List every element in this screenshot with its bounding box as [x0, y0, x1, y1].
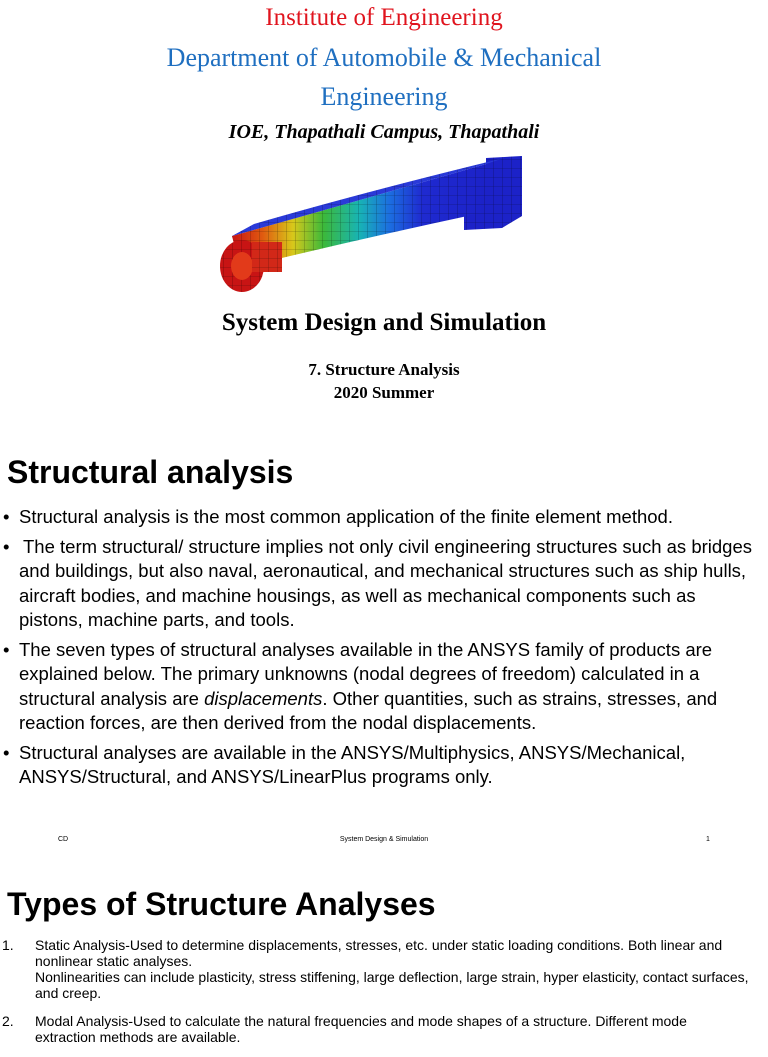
chapter-title: 7. Structure Analysis	[308, 360, 460, 379]
item-text: Static Analysis-Used to determine displacements, stresses, etc. under static loading conditions. Both linear and nonlinear static analyses.	[35, 937, 723, 969]
list-item	[0, 1013, 750, 1045]
item-subtext: Nonlinearities can include plasticity, stress stiffening, large deflection, large strain, hyper elasticity, contact surfaces, and creep.	[35, 969, 749, 1001]
bullet-icon: •	[3, 506, 10, 527]
slide-heading: Types of Structure Analyses	[7, 886, 436, 922]
item-text: Modal Analysis-Used to calculate the natural frequencies and mode shapes of a structure. Different mode extraction methods are available.	[35, 1013, 687, 1045]
list-item	[0, 937, 750, 1001]
numbered-list	[0, 937, 768, 1057]
fea-beam-illustration	[214, 150, 526, 300]
campus-name: IOE, Thapathali Campus, Thapathali	[228, 121, 540, 143]
bullet-icon: •	[3, 638, 10, 660]
bullet-text-part2: . Other quantities, such as strains, stresses, and reaction forces, are then derived from the nodal displacements.	[19, 687, 718, 733]
department-title-line2: Engineering	[320, 82, 448, 111]
slide-heading: Structural analysis	[7, 454, 294, 490]
list-item	[0, 741, 759, 790]
institute-title: Institute of Engineering	[265, 4, 503, 31]
bullet-icon: •	[3, 535, 10, 557]
term: 2020 Summer	[333, 383, 435, 402]
item-number: 1.	[2, 937, 14, 953]
list-item	[0, 535, 759, 633]
slide-structural-analysis	[0, 440, 768, 860]
bullet-text: The term structural/ structure implies not only civil engineering structures such as bridges and buildings, but also naval, aeronautical, and mechanical structures such as ship hulls, aircraft bodies, and machine housings, as well as mechanical components such as pistons, machine parts, and tools.	[19, 535, 752, 630]
department-title-line1: Department of Automobile & Mechanical	[166, 43, 602, 72]
list-item	[0, 505, 759, 530]
list-item	[0, 638, 759, 736]
item-number: 2.	[2, 1013, 14, 1029]
bullet-text: Structural analysis is the most common application of the finite element method.	[19, 506, 673, 527]
slide-types-of-structure-analyses	[0, 872, 768, 1045]
chapter-info	[0, 358, 768, 404]
bullet-text: Structural analyses are available in the ANSYS/Multiphysics, ANSYS/Mechanical, ANSYS/Structural, and ANSYS/LinearPlus programs only.	[19, 741, 686, 787]
bullet-icon: •	[3, 741, 10, 763]
course-title: System Design and Simulation	[221, 309, 547, 336]
bullet-list	[0, 505, 768, 795]
footer-page-number: 1	[706, 836, 710, 843]
bullet-text-italic: displacements	[204, 687, 323, 709]
footer-left: CD	[58, 836, 69, 843]
footer-center: System Design & Simulation	[339, 836, 429, 843]
bullet-text-part1: The seven types of structural analyses available in the ANSYS family of products are explained below. The primary unknowns (nodal degrees of freedom) calculated in a structural analysis are	[19, 638, 713, 709]
